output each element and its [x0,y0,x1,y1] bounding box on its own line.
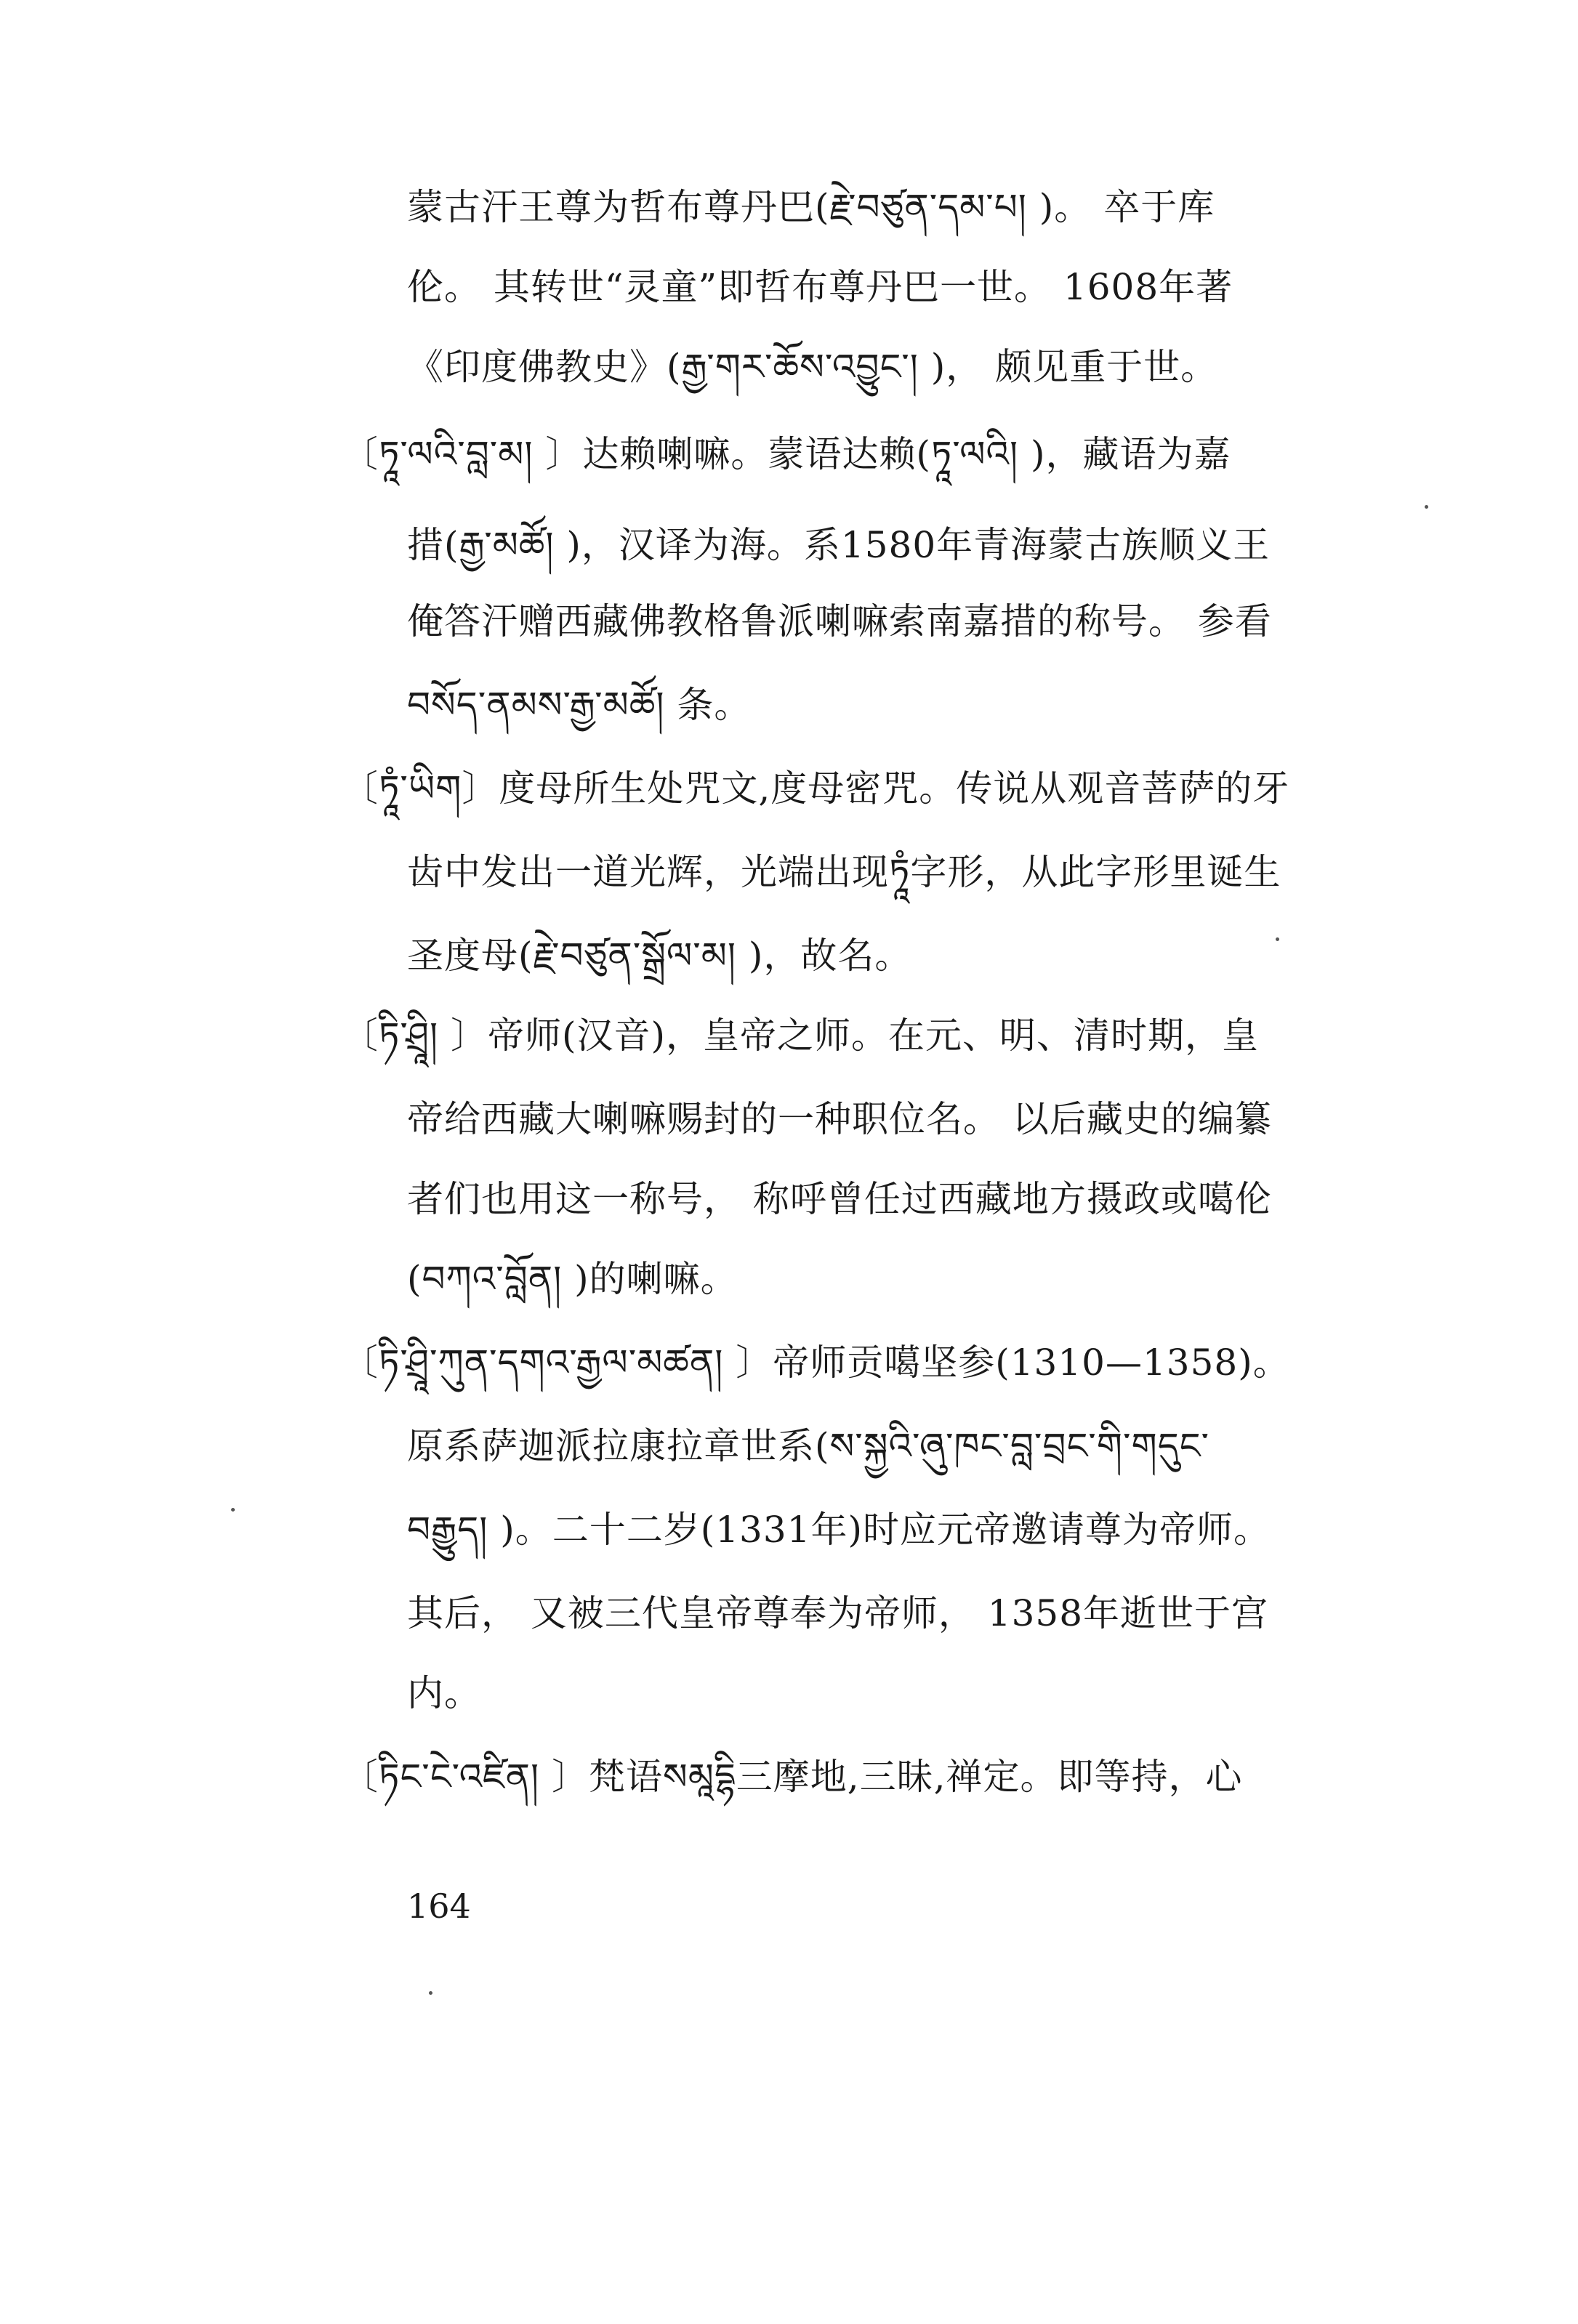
entry-dalai-lama: 〔ཏཱ་ལའི་བླ་མ། 〕达赖喇嘛。蒙语达赖(ཏཱ་ལའི། )，藏语为嘉 [342,433,1231,475]
scan-speck [1276,937,1279,941]
entry-dishi-kunga-gyaltsen: 〔ཏི་ཤྲཱི་ཀུན་དགའ་རྒྱལ་མཚན། 〕帝师贡噶坚参(1310—1358)。 [342,1341,1290,1384]
text-line-3: 《印度佛教史》(རྒྱ་གར་ཆོས་འབྱུང་། )， 颇见重于世。 [407,346,1218,388]
text-line-13: 者们也用这一称号， 称呼曾任过西藏地方摄政或噶伦 [407,1178,1272,1220]
text-line-5: 措(རྒྱ་མཚོ། )，汉译为海。系1580年青海蒙古族顺义王 [407,524,1271,566]
scan-speck [429,1991,432,1995]
page-number: 164 [407,1887,471,1926]
text-line-16: 原系萨迦派拉康拉章世系(ས་སྐྱའི་ཞུ་ཁང་བླ་བྲང་གི་གདུང་ [407,1425,1210,1467]
text-line-2: 伦。 其转世“灵童”即哲布尊丹巴一世。 1608年著 [407,266,1233,308]
text-line-9: 齿中发出一道光辉，光端出现ཏཱཾ字形，从此字形里诞生 [407,851,1281,893]
text-line-1: 蒙古汗王尊为哲布尊丹巴(རྗེ་བཙུན་དམ་པ། )。 卒于库 [407,186,1215,228]
text-line-18: 其后， 又被三代皇帝尊奉为帝师， 1358年逝世于宫 [407,1592,1269,1634]
text-line-17: བརྒྱུད། )。二十二岁(1331年)时应元帝邀请尊为帝师。 [407,1509,1271,1551]
text-line-6: 俺答汗赠西藏佛教格鲁派喇嘛索南嘉措的称号。 参看 [407,600,1272,642]
text-line-19: 内。 [407,1672,481,1714]
text-line-10: 圣度母(རྗེ་བཙུན་སྒྲོལ་མ། )，故名。 [407,935,912,977]
text-line-12: 帝给西藏大喇嘛赐封的一种职位名。 以后藏史的编纂 [407,1098,1272,1140]
entry-samadhi: 〔ཏིང་ངེ་འཛིན། 〕梵语སམཱདྷི三摩地,三昧,禅定。即等持，心 [342,1756,1243,1798]
entry-tara-mantra: 〔ཏཱཾ་ཡིག〕度母所生处咒文,度母密咒。传说从观音菩萨的牙 [342,767,1290,810]
scan-speck [231,1508,235,1512]
text-line-7: བསོད་ནམས་རྒྱ་མཚོ། 条。 [407,684,752,726]
text-line-14: (བཀའ་བློན། )的喇嘛。 [407,1258,738,1300]
entry-dishi: 〔ཏི་ཤྲཱི། 〕帝师(汉音)，皇帝之师。在元、明、清时期，皇 [342,1014,1260,1057]
scan-speck [1425,505,1428,509]
